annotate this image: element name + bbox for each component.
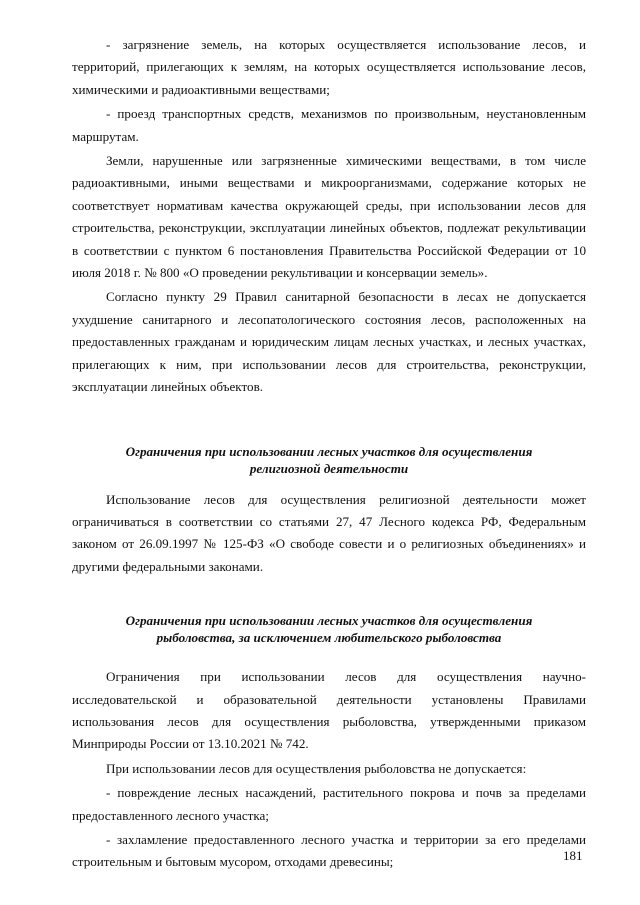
section-religious-heading xyxy=(72,443,586,477)
document-page xyxy=(72,34,586,874)
section-fishing-heading-line2: рыболовства, за исключением любительского рыболовства xyxy=(156,630,502,646)
page-number: 181 xyxy=(563,848,583,863)
paragraph-sanitary-rules: Согласно пункту 29 Правил санитарной безопасности в лесах не допускается ухудшение санитарного и лесопатологического состояния лесов, расположенных на предоставленных гражданам и юридическим лицам лесных участках, и лесных участках, прилегающих к ним, при использовании лесов для строительства, реконструкции, эксплуатации линейных объектов. xyxy=(72,289,586,395)
paragraph-fishing-littering: - захламление предоставленного лесного участка и территории за его пределами строительным и бытовым мусором, отходами древесины; xyxy=(72,831,586,870)
paragraph-vehicle-passage: - проезд транспортных средств, механизмов по произвольным, неустановленным маршрутам. xyxy=(72,106,586,144)
paragraph-land-recultivation: Земли, нарушенные или загрязненные химическими веществами, в том числе радиоактивными, иными веществами и микроорганизмами, содержание которых не соответствует нормативам качества окружающей среды, при использовании лесов для строительства, реконструкции, эксплуатации линейных объектов, подлежат рекультивации в соответствии с пунктом 6 постановления Правительства Российской Федерации от 10 июля 2018 г. № 800 «О проведении рекультивации и консервации земель». xyxy=(72,153,586,281)
paragraph-fishing-not-allowed: При использовании лесов для осуществления рыболовства не допускается: xyxy=(106,760,527,776)
section-religious-heading-line2: религиозной деятельности xyxy=(249,460,409,476)
paragraph-religious-activity: Использование лесов для осуществления религиозной деятельности может ограничиваться в соответствии со статьями 27, 47 Лесного кодекса РФ, Федеральным законом от 26.09.1997 № 125-ФЗ «О свободе совести и о религиозных объединениях» и другими федеральными законами. xyxy=(72,491,586,574)
section-fishing-heading xyxy=(72,612,586,646)
paragraph-fishing-rules: Ограничения при использовании лесов для осуществления научно-исследовательской и образовательной деятельности установлены Правилами использования лесов для осуществления рыболовства, утвержденными приказом Минприроды России от 13.10.2021 № 742. xyxy=(72,669,586,752)
section-fishing-heading-line1: Ограничения при использовании лесных участков для осуществления xyxy=(125,613,533,629)
section-religious-heading-line1: Ограничения при использовании лесных участков для осуществления xyxy=(125,443,533,459)
paragraph-fishing-damage: - повреждение лесных насаждений, растительного покрова и почв за пределами предоставленного лесного участка; xyxy=(72,785,586,823)
paragraph-soil-contamination: - загрязнение земель, на которых осуществляется использование лесов, и территорий, прилегающих к землям, на которых осуществляется использование лесов, химическими и радиоактивными веществами; xyxy=(72,37,586,97)
